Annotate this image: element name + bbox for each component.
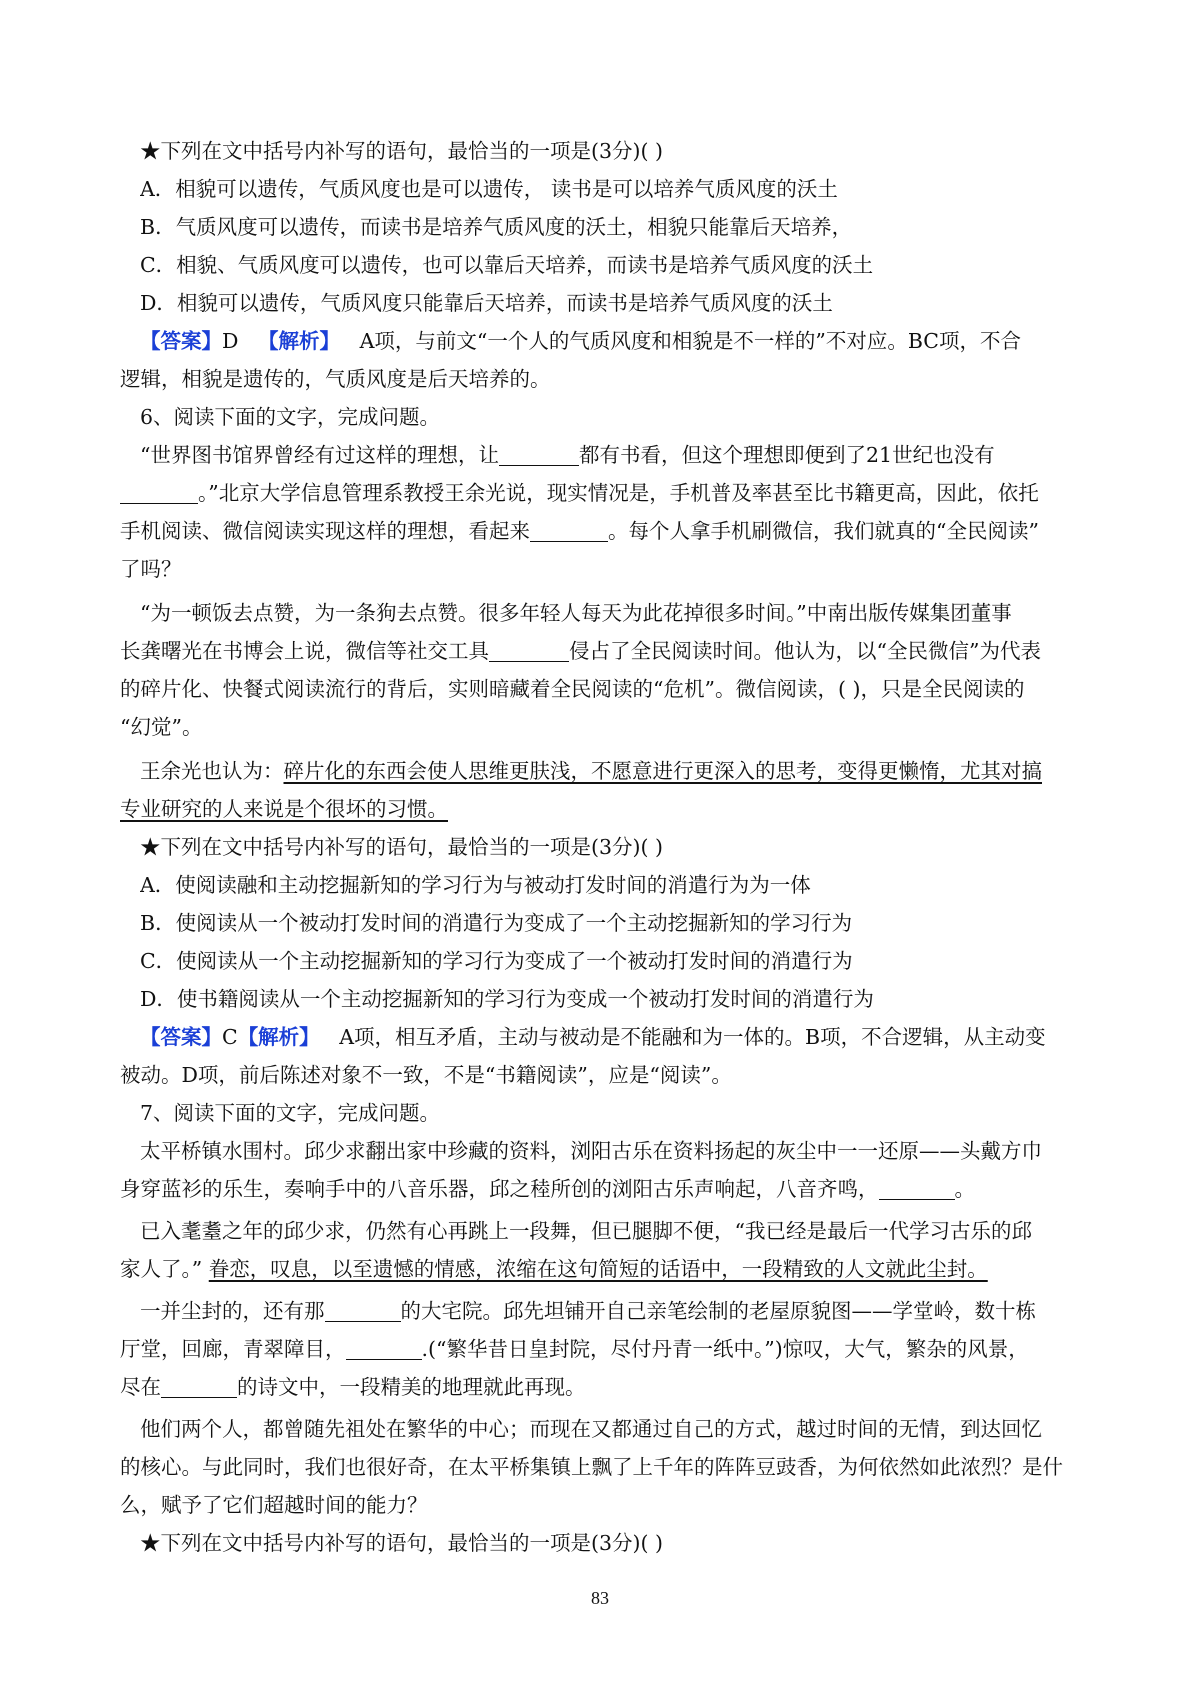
q7-p3-line1 [140, 1292, 1065, 1330]
analysis-label: 【解析】 [258, 329, 340, 353]
q6-p2-line2 [120, 632, 1065, 670]
analysis-text: A项，与前文“一个人的气质风度和相貌是不一样的”不对应。BC项，不合 [359, 329, 1021, 353]
fill-blank [499, 443, 579, 466]
text-run: “世界图书馆界曾经有过这样的理想，让 [140, 443, 499, 467]
fill-blank [325, 1299, 401, 1322]
q7-p1-line1: 太平桥镇水围村。邱少求翻出家中珍藏的资料，浏阳古乐在资料扬起的灰尘中一一还原——头戴方巾 [140, 1139, 1042, 1163]
text-run: 长龚曙光在书博会上说，微信等社交工具 [120, 639, 489, 663]
q6-heading: 6、阅读下面的文字，完成问题。 [140, 405, 441, 429]
text-run: 尽在 [120, 1375, 161, 1399]
q7-p2-line1: 已入耄耋之年的邱少求，仍然有心再跳上一段舞，但已腿脚不便，“我已经是最后一代学习古乐的邱 [140, 1219, 1032, 1243]
underlined-sentence: 眷恋，叹息，以至遗憾的情感，浓缩在这句简短的话语中，一段精致的人文就此尘封。 [208, 1257, 988, 1281]
fill-blank [879, 1177, 955, 1200]
q5-option-c: C．相貌、气质风度可以遗传，也可以靠后天培养，而读书是培养气质风度的沃土 [140, 253, 874, 277]
q6-option-c: C．使阅读从一个主动挖掘新知的学习行为变成了一个被动打发时间的消遣行为 [140, 949, 853, 973]
q7-p1-line2 [120, 1170, 1065, 1208]
fill-blank [489, 639, 569, 662]
q6-option-a: A．使阅读融和主动挖掘新知的学习行为与被动打发时间的消遣行为为一体 [140, 873, 811, 897]
q6-p2-line1: “为一顿饭去点赞，为一条狗去点赞。很多年轻人每天为此花掉很多时间。”中南出版传媒集团董事 [140, 601, 1012, 625]
text-run: 。 [954, 1177, 975, 1201]
q7-p4-line2: 的核心。与此同时，我们也很好奇，在太平桥集镇上飘了上千年的阵阵豆豉香，为何依然如此浓烈？是什 [120, 1455, 1063, 1479]
fill-blank [120, 481, 198, 504]
text-run: 一并尘封的，还有那 [140, 1299, 325, 1323]
analysis-text: A项，相互矛盾，主动与被动是不能融和为一体的。B项，不合逻辑，从主动变 [339, 1025, 1046, 1049]
q6-answer-line [140, 1018, 1065, 1056]
q7-question: ★下列在文中括号内补写的语句，最恰当的一项是(3分)( ) [140, 1531, 664, 1555]
answer-label: 【答案】 [140, 1025, 222, 1049]
text-run: 。”北京大学信息管理系教授王余光说，现实情况是，手机普及率甚至比书籍更高，因此，依托 [198, 481, 1039, 505]
underlined-sentence: 碎片化的东西会使人思维更肤浅，不愿意进行更深入的思考，变得更懒惰，尤其对搞 [283, 759, 1042, 783]
q5-option-d: D．相貌可以遗传，气质风度只能靠后天培养，而读书是培养气质风度的沃土 [140, 291, 833, 315]
q7-p3-line2 [120, 1330, 1065, 1368]
underlined-sentence: 专业研究的人来说是个很坏的习惯。 [120, 797, 448, 821]
text-run: 身穿蓝衫的乐生，奏响手中的八音乐器，邱之稑所创的浏阳古乐声响起，八音齐鸣， [120, 1177, 879, 1201]
q6-option-d: D．使书籍阅读从一个主动挖掘新知的学习行为变成一个被动打发时间的消遣行为 [140, 987, 874, 1011]
q7-p4-line3: 么，赋予了它们超越时间的能力？ [120, 1493, 428, 1517]
q6-option-b: B．使阅读从一个被动打发时间的消遣行为变成了一个主动挖掘新知的学习行为 [140, 911, 853, 935]
text-run: 的诗文中，一段精美的地理就此再现。 [237, 1375, 586, 1399]
q5-answer-line [140, 322, 1065, 360]
fill-blank [530, 519, 608, 542]
text-run: 的大宅院。邱先坦铺开自己亲笔绘制的老屋原貌图——学堂岭，数十栋 [400, 1299, 1036, 1323]
text-run: 家人了。” [120, 1257, 209, 1281]
answer-value: D [222, 329, 239, 353]
q6-p1-line3 [120, 512, 1065, 550]
answer-label: 【答案】 [140, 329, 222, 353]
page-number: 83 [591, 1588, 609, 1608]
text-run: 厅堂，回廊，青翠障目， [120, 1337, 346, 1361]
q7-heading: 7、阅读下面的文字，完成问题。 [140, 1101, 441, 1125]
q5-analysis-cont: 逻辑，相貌是遗传的，气质风度是后天培养的。 [120, 367, 551, 391]
text-run: 手机阅读、微信阅读实现这样的理想，看起来 [120, 519, 530, 543]
text-run: 侵占了全民阅读时间。他认为，以“全民微信”为代表 [569, 639, 1041, 663]
q7-p2-line2 [120, 1250, 1065, 1288]
q6-question: ★下列在文中括号内补写的语句，最恰当的一项是(3分)( ) [140, 835, 664, 859]
q6-p1-line2 [120, 474, 1065, 512]
text-run: 都有书看，但这个理想即便到了21世纪也没有 [578, 443, 995, 467]
fill-blank [161, 1375, 237, 1398]
answer-value: C [222, 1025, 238, 1049]
q6-p2-line3: 的碎片化、快餐式阅读流行的背后，实则暗藏着全民阅读的“危机”。微信阅读，( )，只是全民阅读的 [120, 677, 1025, 701]
analysis-label: 【解析】 [237, 1025, 320, 1049]
q6-p1-line4: 了吗？ [120, 557, 182, 581]
q7-p3-line3 [120, 1368, 1065, 1406]
fill-blank [346, 1337, 422, 1360]
q5-option-a: A．相貌可以遗传，气质风度也是可以遗传， 读书是可以培养气质风度的沃土 [140, 177, 838, 201]
text-run: 王余光也认为： [140, 759, 284, 783]
q6-p2-line4: “幻觉”。 [120, 715, 203, 739]
q6-p3-line2 [120, 790, 1065, 828]
q6-p3-line1 [140, 752, 1065, 790]
q6-p1-line1 [140, 436, 1065, 474]
text-run: 。每个人拿手机刷微信，我们就真的“全民阅读” [608, 519, 1039, 543]
q7-p4-line1: 他们两个人，都曾随先祖处在繁华的中心；而现在又都通过自己的方式，越过时间的无情，到达回忆 [140, 1417, 1042, 1441]
text-run: .(“繁华昔日皇封院，尽付丹青一纸中。”)惊叹，大气，繁杂的风景， [421, 1337, 1029, 1361]
page-content [120, 132, 1065, 1562]
q5-question: ★下列在文中括号内补写的语句，最恰当的一项是(3分)( ) [140, 139, 664, 163]
q5-option-b: B．气质风度可以遗传，而读书是培养气质风度的沃土，相貌只能靠后天培养， [140, 215, 853, 239]
q6-analysis-cont: 被动。D项，前后陈述对象不一致，不是“书籍阅读”，应是“阅读”。 [120, 1063, 732, 1087]
